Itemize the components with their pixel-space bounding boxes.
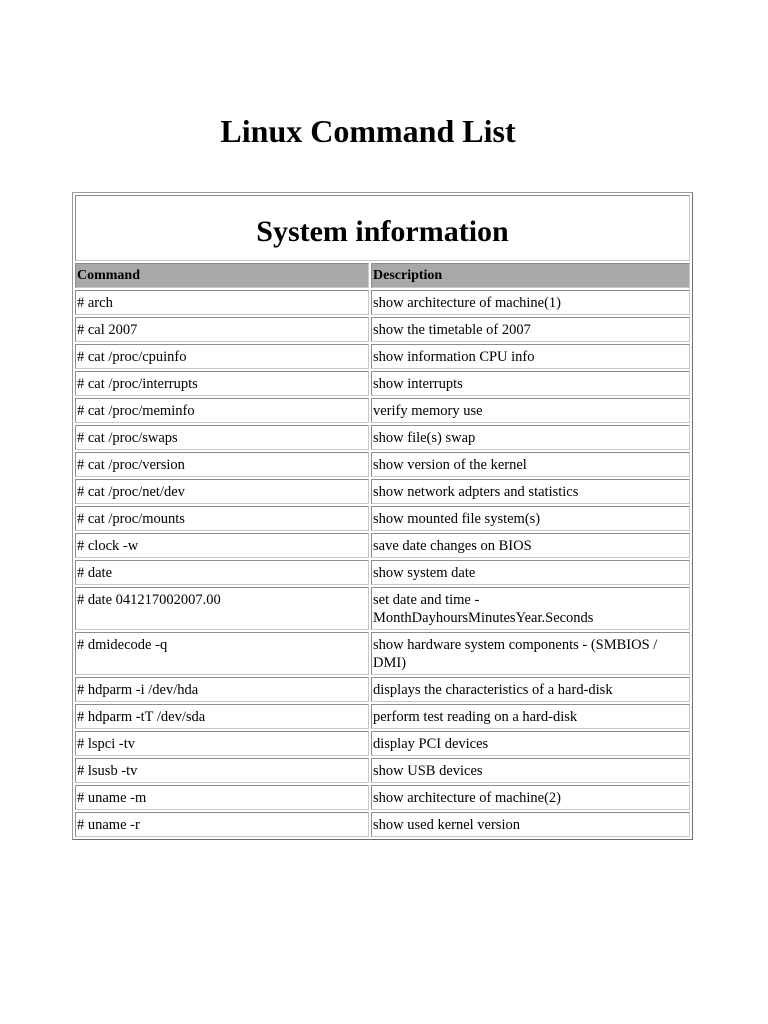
description-cell: save date changes on BIOS: [371, 533, 690, 558]
description-cell: show USB devices: [371, 758, 690, 783]
description-cell: verify memory use: [371, 398, 690, 423]
command-cell: # cat /proc/interrupts: [75, 371, 369, 396]
section-title: System information: [75, 195, 690, 261]
command-cell: # dmidecode -q: [75, 632, 369, 675]
description-cell: perform test reading on a hard-disk: [371, 704, 690, 729]
description-cell: show architecture of machine(2): [371, 785, 690, 810]
description-cell: show version of the kernel: [371, 452, 690, 477]
table-row: [75, 425, 690, 450]
description-cell: display PCI devices: [371, 731, 690, 756]
command-cell: # cat /proc/mounts: [75, 506, 369, 531]
table-row: [75, 317, 690, 342]
description-cell: show file(s) swap: [371, 425, 690, 450]
column-header-command: Command: [75, 263, 369, 288]
command-cell: # cat /proc/swaps: [75, 425, 369, 450]
command-cell: # hdparm -i /dev/hda: [75, 677, 369, 702]
table-row: [75, 479, 690, 504]
description-cell: show mounted file system(s): [371, 506, 690, 531]
table-row: [75, 533, 690, 558]
description-cell: show architecture of machine(1): [371, 290, 690, 315]
table-row: [75, 344, 690, 369]
description-cell: show hardware system components - (SMBIOS / DMI): [371, 632, 690, 675]
description-cell: show information CPU info: [371, 344, 690, 369]
command-cell: # date 041217002007.00: [75, 587, 369, 630]
command-cell: # cat /proc/version: [75, 452, 369, 477]
section-header-row: [75, 195, 690, 261]
description-cell: show interrupts: [371, 371, 690, 396]
table-row: [75, 758, 690, 783]
column-header-row: [75, 263, 690, 288]
table-row: [75, 632, 690, 675]
description-cell: set date and time - MonthDayhoursMinutesYear.Seconds: [371, 587, 690, 630]
description-cell: show network adpters and statistics: [371, 479, 690, 504]
table-row: [75, 506, 690, 531]
table-row: [75, 452, 690, 477]
command-cell: # uname -m: [75, 785, 369, 810]
table-row: [75, 290, 690, 315]
command-table: [72, 192, 693, 840]
table-row: [75, 812, 690, 837]
command-cell: # hdparm -tT /dev/sda: [75, 704, 369, 729]
command-cell: # arch: [75, 290, 369, 315]
description-cell: displays the characteristics of a hard-disk: [371, 677, 690, 702]
command-table-container: [72, 192, 691, 840]
command-cell: # cat /proc/net/dev: [75, 479, 369, 504]
table-row: [75, 398, 690, 423]
table-row: [75, 371, 690, 396]
page-title: Linux Command List: [220, 113, 516, 149]
command-cell: # cat /proc/meminfo: [75, 398, 369, 423]
command-cell: # cat /proc/cpuinfo: [75, 344, 369, 369]
table-row: [75, 560, 690, 585]
command-cell: # date: [75, 560, 369, 585]
command-cell: # clock -w: [75, 533, 369, 558]
column-header-description: Description: [371, 263, 690, 288]
command-cell: # uname -r: [75, 812, 369, 837]
table-row: [75, 704, 690, 729]
command-cell: # lsusb -tv: [75, 758, 369, 783]
description-cell: show the timetable of 2007: [371, 317, 690, 342]
table-row: [75, 731, 690, 756]
table-row: [75, 587, 690, 630]
description-cell: show system date: [371, 560, 690, 585]
command-cell: # cal 2007: [75, 317, 369, 342]
table-row: [75, 677, 690, 702]
description-cell: show used kernel version: [371, 812, 690, 837]
table-row: [75, 785, 690, 810]
command-cell: # lspci -tv: [75, 731, 369, 756]
